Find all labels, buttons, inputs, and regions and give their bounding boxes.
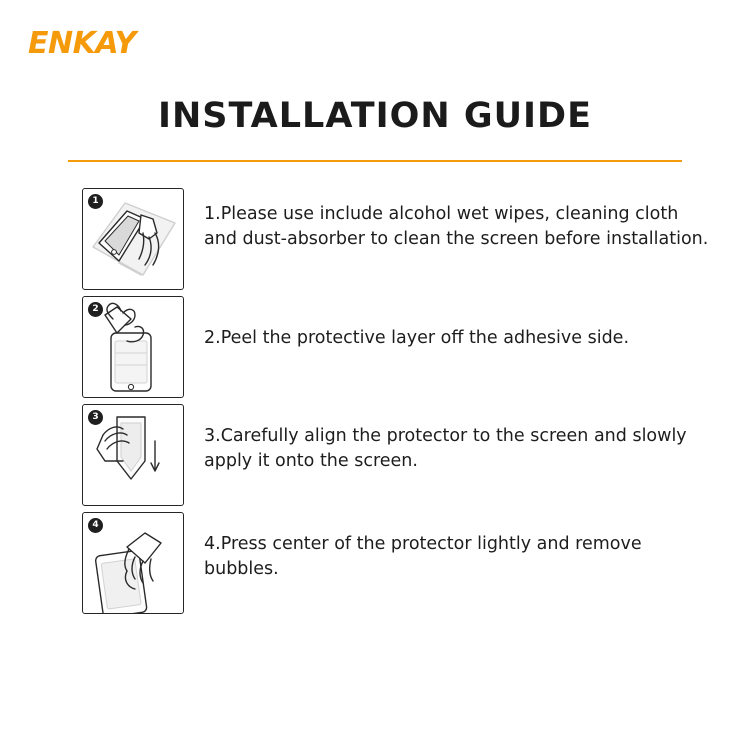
step-3-body: Carefully align the protector to the screen and slowly apply it onto the screen. — [204, 426, 687, 471]
step-1-illustration — [82, 188, 184, 290]
list-item — [0, 188, 750, 290]
step-1-badge: 1 — [88, 194, 103, 209]
step-3-illustration — [82, 404, 184, 506]
brand-logo: ENKAY — [28, 26, 136, 61]
step-4-number: 4. — [204, 534, 221, 554]
title-divider — [68, 160, 682, 162]
step-4-text — [184, 512, 750, 582]
list-item — [0, 404, 750, 506]
step-3-number: 3. — [204, 426, 221, 446]
steps-list — [0, 188, 750, 620]
step-4-illustration — [82, 512, 184, 614]
step-1-text — [184, 188, 750, 252]
step-2-illustration — [82, 296, 184, 398]
page-title: INSTALLATION GUIDE — [157, 96, 592, 136]
step-2-number: 2. — [204, 328, 221, 348]
step-4-badge: 4 — [88, 518, 103, 533]
list-item — [0, 512, 750, 614]
step-2-body: Peel the protective layer off the adhesive side. — [220, 328, 630, 348]
step-3-badge: 3 — [88, 410, 103, 425]
step-2-text — [184, 296, 750, 351]
step-1-number: 1. — [204, 204, 221, 224]
step-3-text — [184, 404, 750, 474]
step-1-body: Please use include alcohol wet wipes, cleaning cloth and dust-absorber to clean the screen before installation. — [204, 204, 709, 249]
step-4-body: Press center of the protector lightly and remove bubbles. — [204, 534, 642, 579]
step-2-badge: 2 — [88, 302, 103, 317]
list-item — [0, 296, 750, 398]
